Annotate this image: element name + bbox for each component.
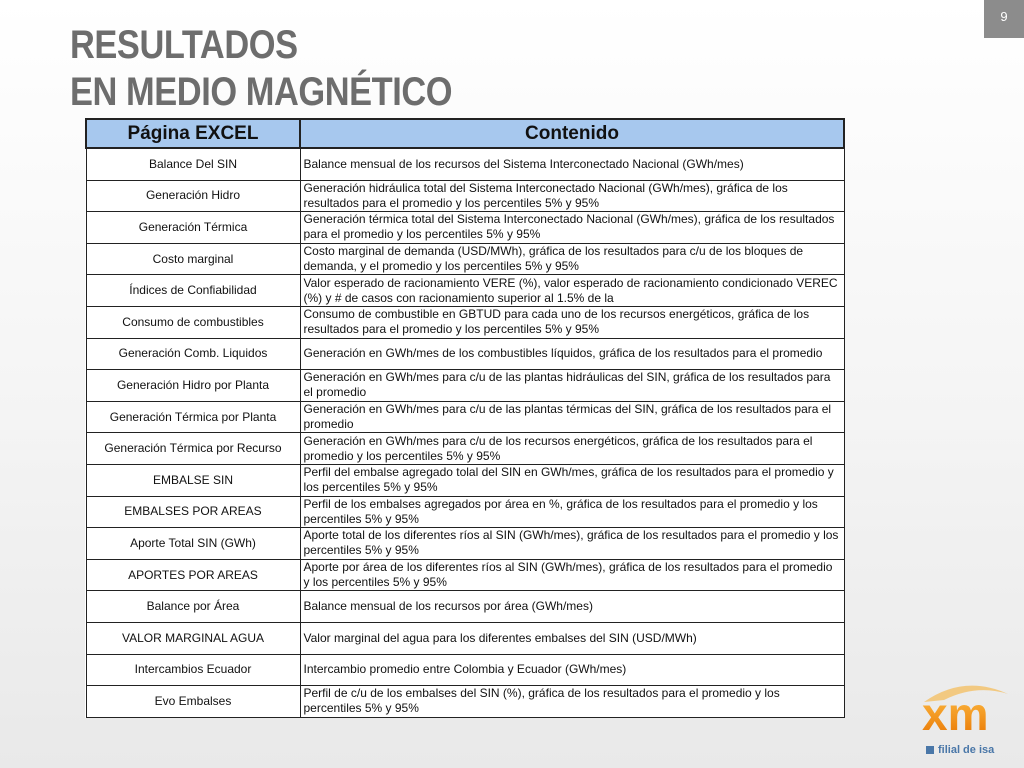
logo-tagline-text: filial de isa xyxy=(938,744,995,756)
cell-contenido: Consumo de combustible en GBTUD para cada uno de los recursos energéticos, gráfica de los resultados para el promedio y los percentiles 5% y 95% xyxy=(300,306,844,338)
cell-contenido: Generación en GWh/mes de los combustibles líquidos, gráfica de los resultados para el promedio xyxy=(300,338,844,370)
cell-pagina-excel: Generación Térmica xyxy=(86,212,300,244)
header-contenido: Contenido xyxy=(300,119,844,148)
table-row xyxy=(86,496,844,528)
cell-contenido: Perfil de los embalses agregados por área en %, gráfica de los resultados para el promedio y los percentiles 5% y 95% xyxy=(300,496,844,528)
cell-contenido: Valor marginal del agua para los diferentes embalses del SIN (USD/MWh) xyxy=(300,622,844,654)
table-header-row xyxy=(86,119,844,148)
cell-pagina-excel: Generación Comb. Liquidos xyxy=(86,338,300,370)
cell-pagina-excel: EMBALSES POR AREAS xyxy=(86,496,300,528)
table-row xyxy=(86,686,844,718)
xm-logo-text: xm xyxy=(922,688,989,738)
table-row xyxy=(86,306,844,338)
table-row xyxy=(86,559,844,591)
cell-contenido: Generación en GWh/mes para c/u de los recursos energéticos, gráfica de los resultados para el promedio y los percentiles 5% y 95% xyxy=(300,433,844,465)
slide-title xyxy=(70,22,452,116)
isa-square-icon xyxy=(926,746,934,754)
cell-contenido: Perfil del embalse agregado tolal del SIN en GWh/mes, gráfica de los resultados para el promedio y los percentiles 5% y 95% xyxy=(300,464,844,496)
table-row xyxy=(86,148,844,180)
cell-pagina-excel: Generación Térmica por Planta xyxy=(86,401,300,433)
cell-contenido: Intercambio promedio entre Colombia y Ecuador (GWh/mes) xyxy=(300,654,844,686)
table-row xyxy=(86,591,844,623)
cell-contenido: Generación en GWh/mes para c/u de las plantas térmicas del SIN, gráfica de los resultados para el promedio xyxy=(300,401,844,433)
table-row xyxy=(86,212,844,244)
cell-contenido: Costo marginal de demanda (USD/MWh), gráfica de los resultados para c/u de los bloques de demanda, y el promedio y los percentiles 5% y 95% xyxy=(300,243,844,275)
table-row xyxy=(86,370,844,402)
cell-contenido: Balance mensual de los recursos del Sistema Interconectado Nacional (GWh/mes) xyxy=(300,148,844,180)
content-table xyxy=(85,118,845,718)
table-row xyxy=(86,243,844,275)
cell-contenido: Perfil de c/u de los embalses del SIN (%), gráfica de los resultados para el promedio y los percentiles 5% y 95% xyxy=(300,686,844,718)
cell-pagina-excel: Generación Hidro por Planta xyxy=(86,370,300,402)
table-row xyxy=(86,622,844,654)
table-row xyxy=(86,275,844,307)
cell-pagina-excel: Costo marginal xyxy=(86,243,300,275)
cell-contenido: Balance mensual de los recursos por área (GWh/mes) xyxy=(300,591,844,623)
table-row xyxy=(86,528,844,560)
logo-tagline xyxy=(926,744,994,756)
cell-pagina-excel: Balance Del SIN xyxy=(86,148,300,180)
xm-logo-mark-icon xyxy=(916,680,1012,738)
cell-contenido: Generación hidráulica total del Sistema Interconectado Nacional (GWh/mes), gráfica de los resultados para el promedio y los percentiles 5% y 95% xyxy=(300,180,844,212)
table-row xyxy=(86,464,844,496)
cell-pagina-excel: Índices de Confiabilidad xyxy=(86,275,300,307)
cell-pagina-excel: Intercambios Ecuador xyxy=(86,654,300,686)
table-row xyxy=(86,654,844,686)
cell-pagina-excel: Evo Embalses xyxy=(86,686,300,718)
cell-pagina-excel: Balance por Área xyxy=(86,591,300,623)
title-line-1: RESULTADOS xyxy=(70,23,298,67)
cell-contenido: Generación en GWh/mes para c/u de las plantas hidráulicas del SIN, gráfica de los resultados para el promedio xyxy=(300,370,844,402)
header-pagina-excel: Página EXCEL xyxy=(86,119,300,148)
cell-pagina-excel: Aporte Total SIN (GWh) xyxy=(86,528,300,560)
table-row xyxy=(86,433,844,465)
cell-pagina-excel: EMBALSE SIN xyxy=(86,464,300,496)
cell-contenido: Valor esperado de racionamiento VERE (%), valor esperado de racionamiento condicionado VEREC (%) y # de casos con racionamiento superior al 1.5% de la xyxy=(300,275,844,307)
cell-pagina-excel: VALOR MARGINAL AGUA xyxy=(86,622,300,654)
table-row xyxy=(86,401,844,433)
cell-contenido: Generación térmica total del Sistema Interconectado Nacional (GWh/mes), gráfica de los resultados para el promedio y los percentiles 5% y 95% xyxy=(300,212,844,244)
cell-contenido: Aporte total de los diferentes ríos al SIN (GWh/mes), gráfica de los resultados para el promedio y los percentiles 5% y 95% xyxy=(300,528,844,560)
xm-logo xyxy=(916,680,1016,760)
cell-pagina-excel: Generación Hidro xyxy=(86,180,300,212)
table-row xyxy=(86,338,844,370)
page-number: 9 xyxy=(984,0,1024,38)
cell-pagina-excel: APORTES POR AREAS xyxy=(86,559,300,591)
cell-pagina-excel: Consumo de combustibles xyxy=(86,306,300,338)
table-body xyxy=(86,148,844,717)
cell-contenido: Aporte por área de los diferentes ríos al SIN (GWh/mes), gráfica de los resultados para el promedio y los percentiles 5% y 95% xyxy=(300,559,844,591)
cell-pagina-excel: Generación Térmica por Recurso xyxy=(86,433,300,465)
title-line-2: EN MEDIO MAGNÉTICO xyxy=(70,70,453,114)
table-row xyxy=(86,180,844,212)
